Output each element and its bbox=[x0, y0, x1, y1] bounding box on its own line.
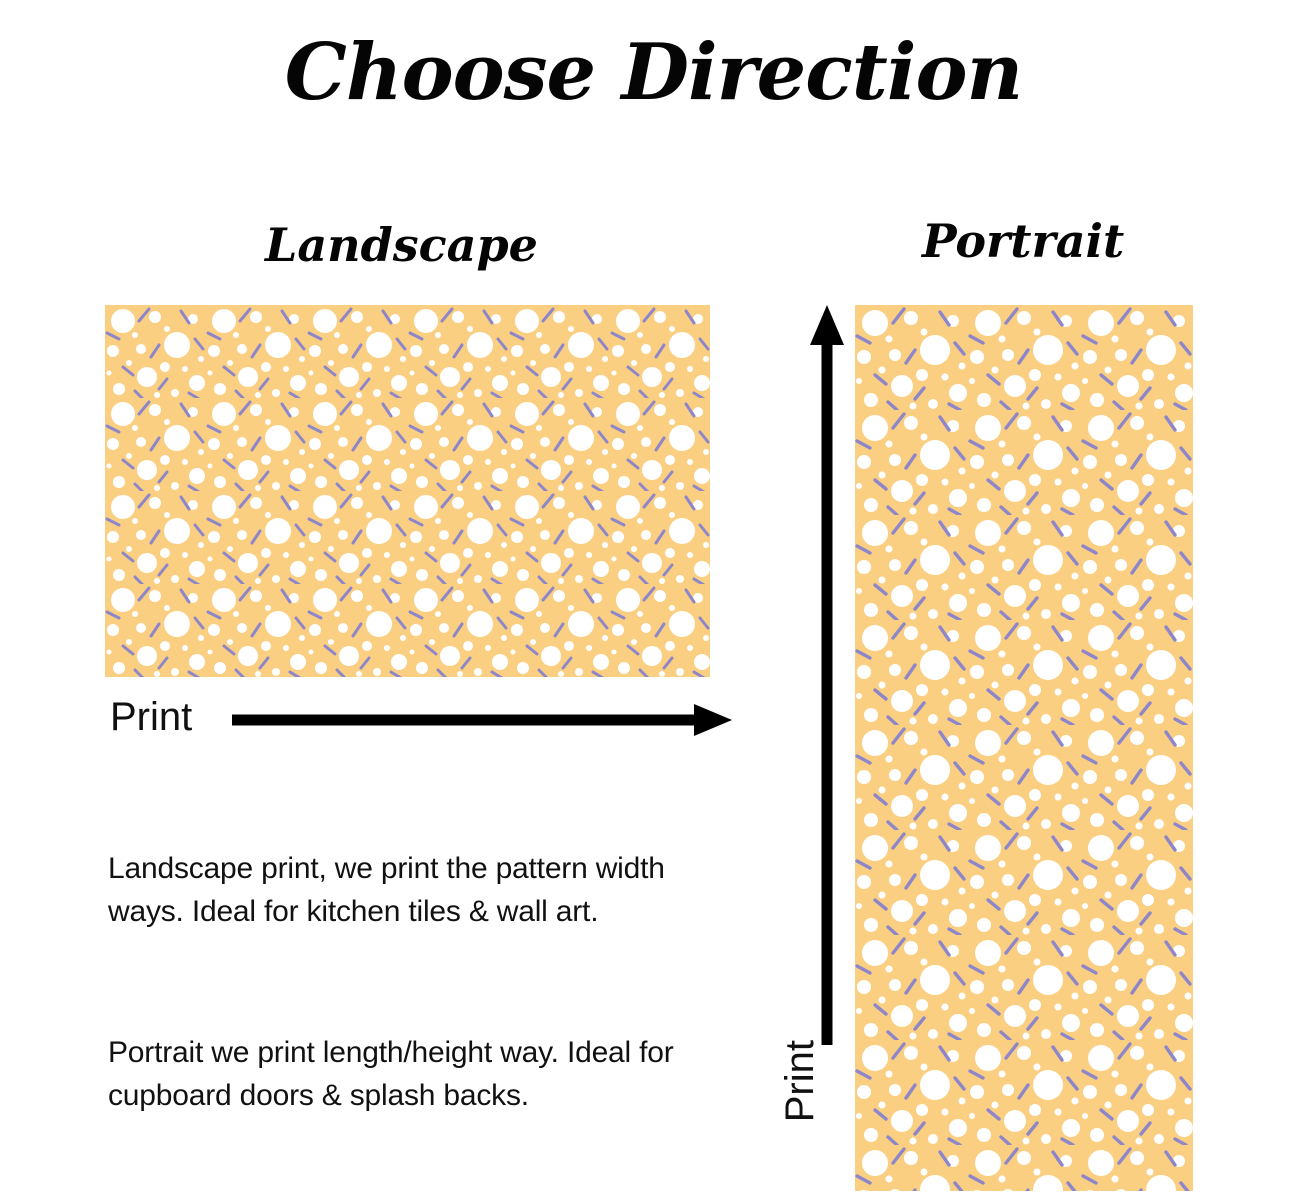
landscape-description: Landscape print, we print the pattern width ways. Ideal for kitchen tiles & wall art. bbox=[108, 852, 665, 928]
landscape-direction-arrow-icon bbox=[232, 704, 732, 736]
portrait-print-label: Print bbox=[778, 1040, 822, 1123]
landscape-pattern-swatch bbox=[105, 305, 710, 677]
page-title: Choose Direction bbox=[284, 27, 1023, 118]
portrait-heading: Portrait bbox=[922, 214, 1125, 268]
portrait-description: Portrait we print length/height way. Ideal for cupboard doors & splash backs. bbox=[108, 1036, 674, 1112]
landscape-print-label: Print bbox=[110, 695, 193, 739]
portrait-direction-arrow-icon bbox=[810, 305, 844, 1045]
portrait-pattern-swatch bbox=[855, 305, 1193, 1191]
landscape-heading: Landscape bbox=[265, 218, 538, 272]
